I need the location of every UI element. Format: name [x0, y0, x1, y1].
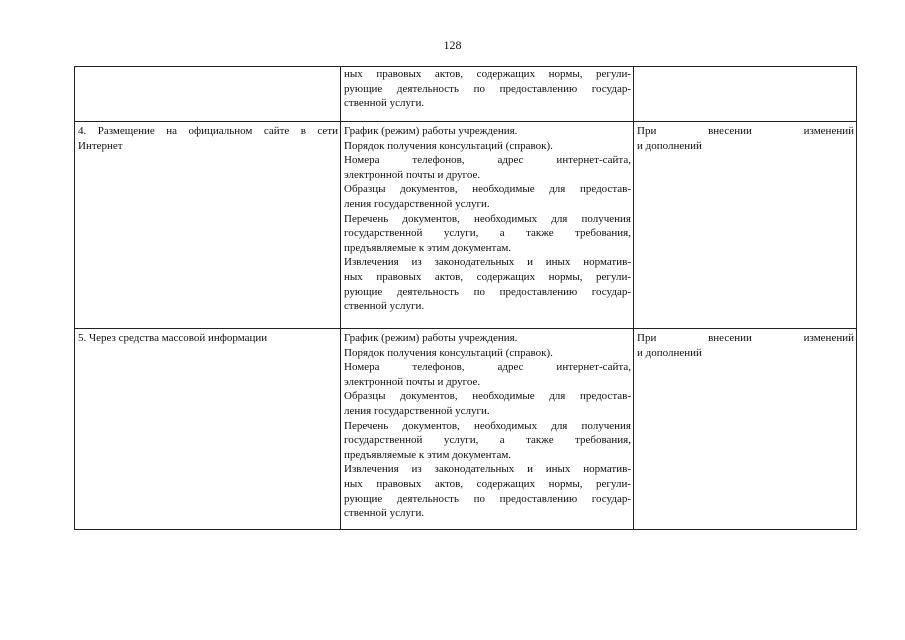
text-line: Образцы документов, необходимые для предостав- — [344, 390, 631, 403]
text-line: График (режим) работы учреждения. — [344, 332, 518, 344]
text-line: ных правовых актов, содержащих нормы, регули- — [344, 477, 631, 490]
text-line: ных правовых актов, содержащих нормы, регули- — [344, 68, 631, 80]
text-line: ственной услуги. — [344, 97, 425, 110]
timing-cell — [634, 67, 857, 122]
text-line: Образцы документов, необходимые для предостав- — [344, 183, 631, 196]
text-line: ления государственной услуги. — [344, 197, 490, 210]
text-line: Перечень документов, необходимых для получения — [344, 419, 631, 432]
text-line: и дополнений — [637, 139, 702, 152]
table-row — [75, 122, 857, 329]
text-line: предъявляемые к этим документам. — [344, 448, 512, 461]
text-line: Порядок получения консультаций (справок). — [344, 346, 553, 359]
info-table — [74, 66, 857, 530]
text-line: Перечень документов, необходимых для получения — [344, 212, 631, 225]
text-line: государственной услуги, а также требования, — [344, 434, 631, 447]
text-line: электронной почты и другое. — [344, 375, 481, 388]
text-line: рующие деятельность по предоставлению государ- — [344, 492, 631, 505]
text-line: Извлечения из законодательных и иных норматив- — [344, 463, 631, 476]
text-line: Интернет — [78, 139, 123, 152]
text-line: Номера телефонов, адрес интернет-сайта, — [344, 154, 631, 167]
text-line: рующие деятельность по предоставлению государ- — [344, 82, 631, 95]
text-line: предъявляемые к этим документам. — [344, 241, 512, 254]
text-line: государственной услуги, а также требования, — [344, 227, 631, 240]
text-line: ления государственной услуги. — [344, 404, 490, 417]
text-line: Номера телефонов, адрес интернет-сайта, — [344, 361, 631, 374]
text-line: 4. Размещение на официальном сайте в сети — [78, 125, 338, 137]
timing-cell — [634, 329, 857, 530]
table-row — [75, 329, 857, 530]
info-cell — [341, 329, 634, 530]
page-number: 128 — [443, 38, 462, 52]
timing-cell — [634, 122, 857, 329]
text-line: При внесении изменений — [637, 332, 854, 344]
text-line: и дополнений — [637, 346, 702, 359]
method-cell — [75, 67, 341, 122]
method-cell — [75, 122, 341, 329]
table-row — [75, 67, 857, 122]
text-line: 5. Через средства массовой информации — [78, 332, 268, 344]
info-cell — [341, 122, 634, 329]
text-line: Порядок получения консультаций (справок). — [344, 139, 553, 152]
text-line: ных правовых актов, содержащих нормы, регули- — [344, 270, 631, 283]
text-line: При внесении изменений — [637, 125, 854, 137]
text-line: электронной почты и другое. — [344, 168, 481, 181]
info-cell — [341, 67, 634, 122]
text-line: ственной услуги. — [344, 507, 425, 520]
text-line: ственной услуги. — [344, 300, 425, 313]
text-line: Извлечения из законодательных и иных норматив- — [344, 256, 631, 269]
text-line: График (режим) работы учреждения. — [344, 125, 518, 137]
method-cell — [75, 329, 341, 530]
text-line: рующие деятельность по предоставлению государ- — [344, 285, 631, 298]
